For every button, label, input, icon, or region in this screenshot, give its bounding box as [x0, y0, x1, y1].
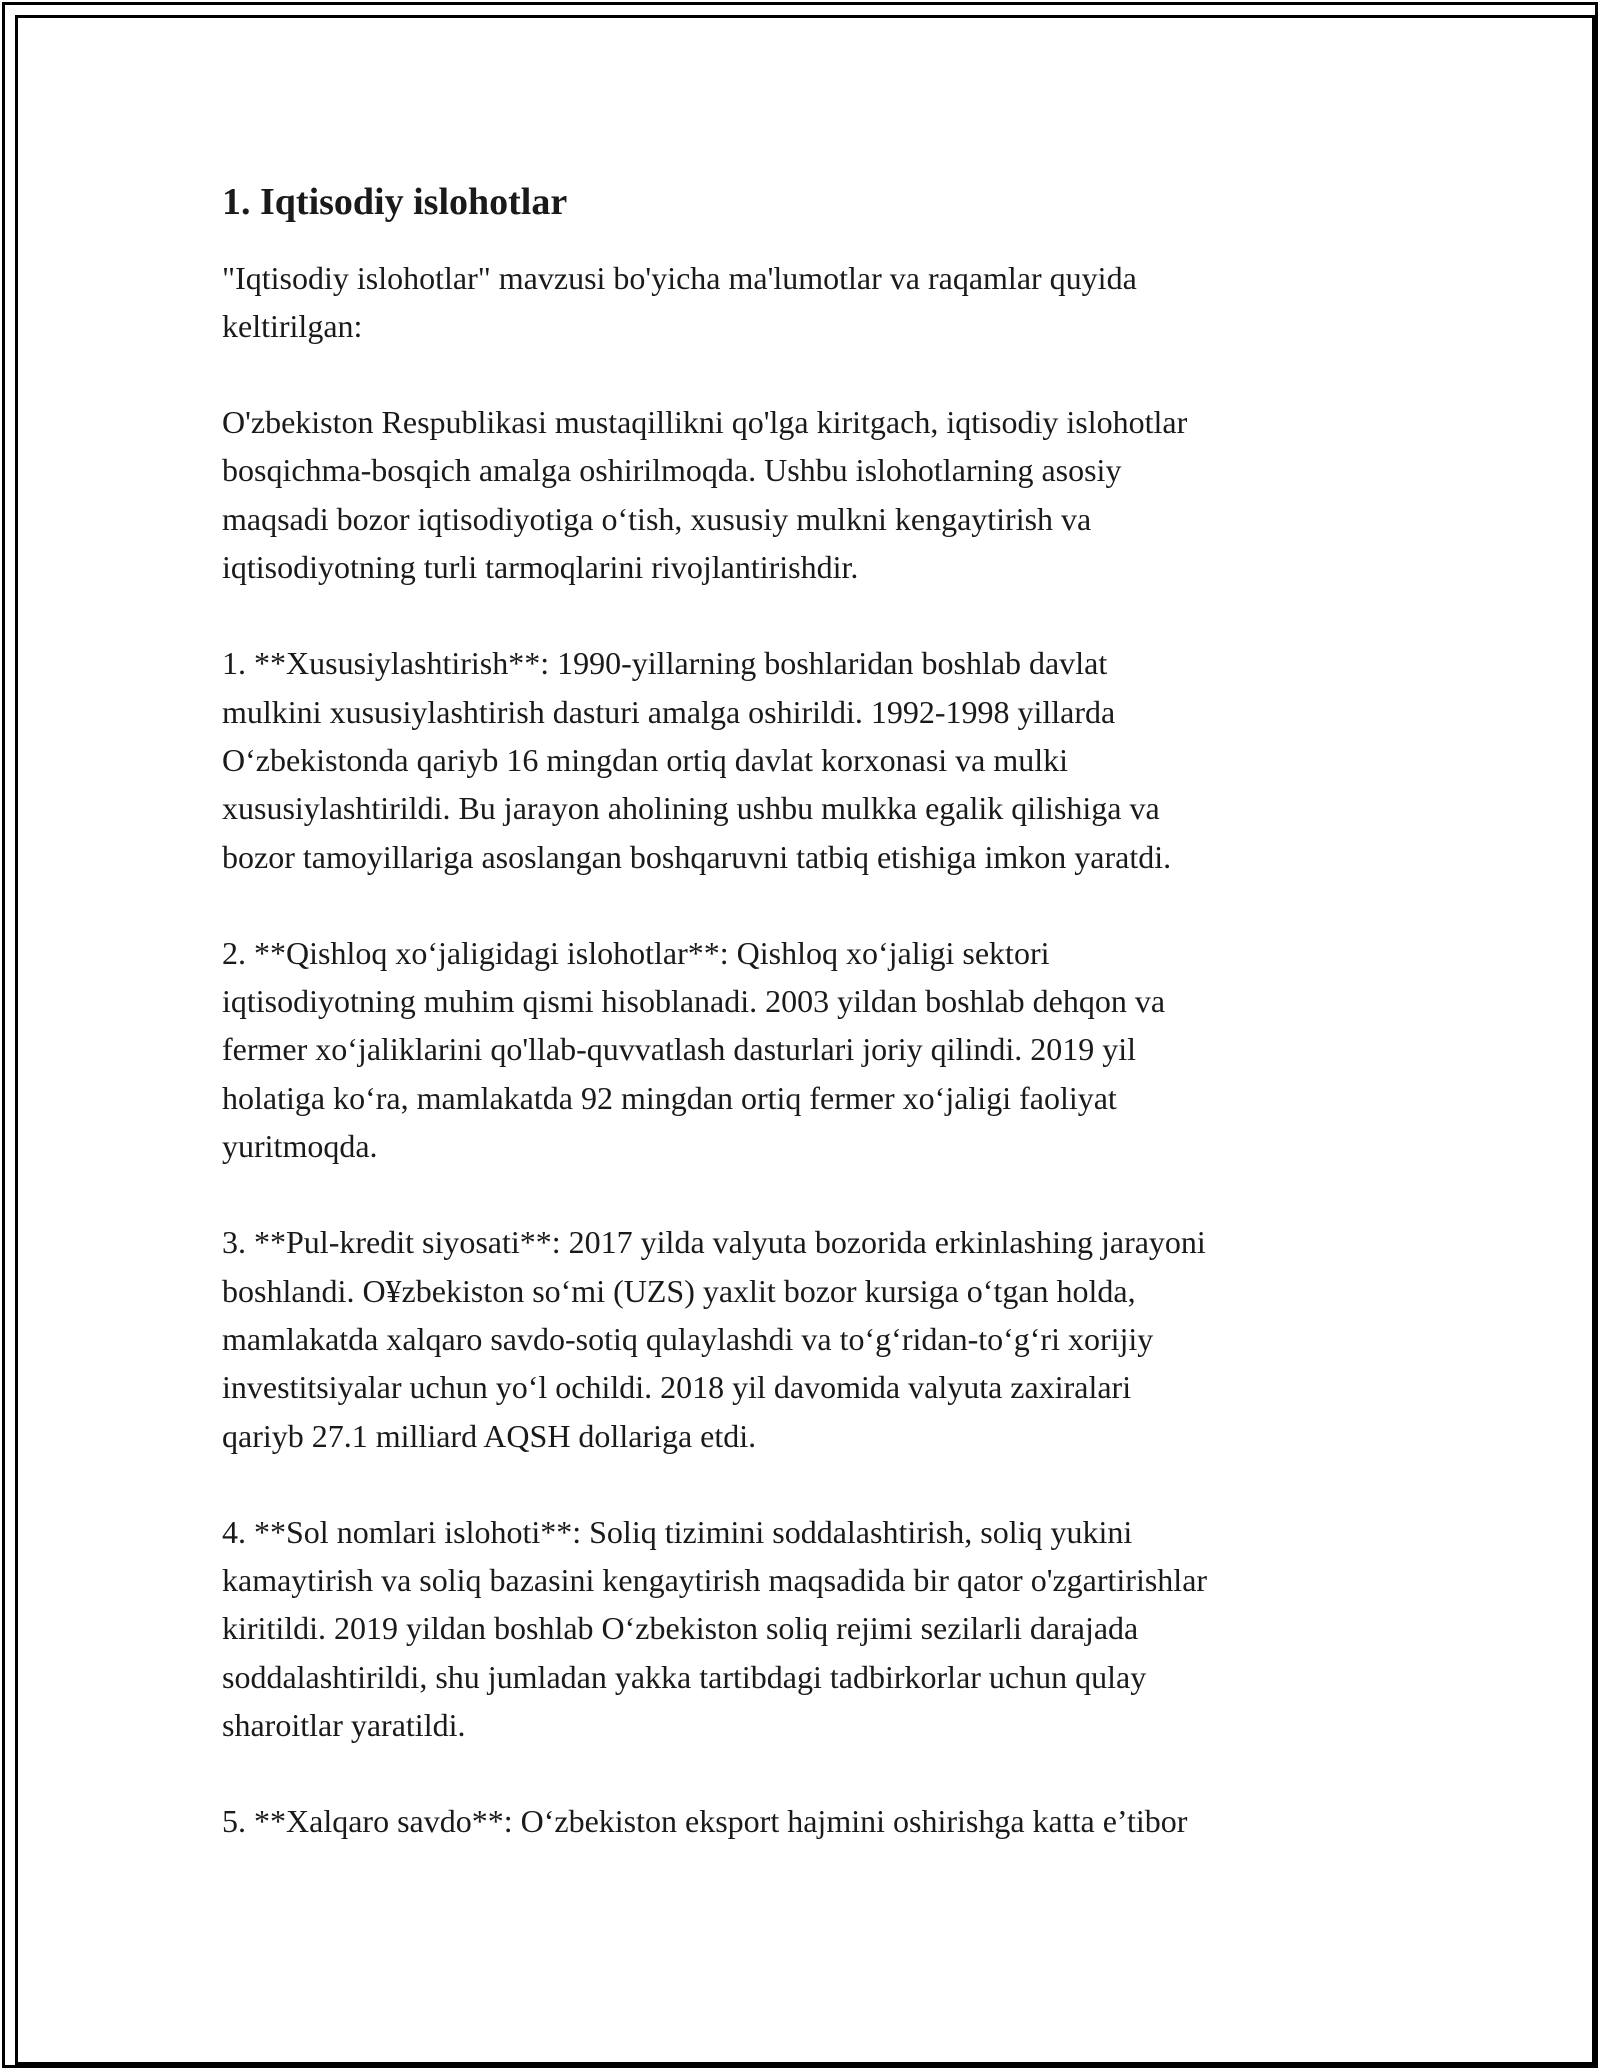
paragraph-line: qariyb 27.1 milliard AQSH dollariga etdi.	[222, 1417, 757, 1454]
paragraph-line: investitsiyalar uchun yo‘l ochildi. 2018 yil davomida valyuta zaxiralari	[222, 1369, 1132, 1406]
paragraph-line: 1. **Xususiylashtirish**: 1990-yillarning boshlaridan boshlab davlat	[222, 645, 1108, 682]
paragraph-line: boshlandi. O¥zbekiston so‘mi (UZS) yaxlit bozor kursiga o‘tgan holda,	[222, 1272, 1136, 1309]
foreign-trade-paragraph	[222, 1797, 1382, 1845]
paragraph-line: keltirilgan:	[222, 307, 363, 344]
paragraph-line: bozor tamoyillariga asoslangan boshqaruvni tatbiq etishiga imkon yaratdi.	[222, 838, 1172, 875]
paragraph-line: iqtisodiyotning turli tarmoqlarini rivojlantirishdir.	[222, 549, 859, 586]
paragraph-line: O'zbekiston Respublikasi mustaqillikni qo'lga kiritgach, iqtisodiy islohotlar	[222, 404, 1188, 441]
paragraph-line: yuritmoqda.	[222, 1128, 378, 1165]
paragraph-line: 5. **Xalqaro savdo**: O‘zbekiston eksport hajmini oshirishga katta e’tibor	[222, 1803, 1188, 1840]
tax-reform-paragraph	[222, 1508, 1382, 1749]
section-heading: 1. Iqtisodiy islohotlar	[222, 181, 568, 223]
paragraph-line: mulkini xususiylashtirish dasturi amalga oshirildi. 1992-1998 yillarda	[222, 693, 1116, 730]
paragraph-line: maqsadi bozor iqtisodiyotiga o‘tish, xususiy mulkni kengaytirish va	[222, 500, 1092, 537]
privatization-paragraph	[222, 639, 1382, 880]
monetary-policy-paragraph	[222, 1218, 1382, 1459]
agriculture-paragraph	[222, 929, 1382, 1170]
paragraph-line: holatiga ko‘ra, mamlakatda 92 mingdan ortiq fermer xo‘jaligi faoliyat	[222, 1079, 1117, 1116]
paragraph-line: bosqichma-bosqich amalga oshirilmoqda. Ushbu islohotlarning asosiy	[222, 452, 1122, 489]
overview-paragraph	[222, 398, 1382, 591]
paragraph-line: 3. **Pul-kredit siyosati**: 2017 yilda valyuta bozorida erkinlashing jarayoni	[222, 1224, 1206, 1261]
paragraph-line: "Iqtisodiy islohotlar" mavzusi bo'yicha ma'lumotlar va raqamlar quyida	[222, 259, 1137, 296]
paragraph-line: sharoitlar yaratildi.	[222, 1707, 466, 1744]
paragraph-line: O‘zbekistonda qariyb 16 mingdan ortiq davlat korxonasi va mulki	[222, 741, 1069, 778]
paragraph-line: 2. **Qishloq xo‘jaligidagi islohotlar**: Qishloq xo‘jaligi sektori	[222, 934, 1050, 971]
paragraph-line: kamaytirish va soliq bazasini kengaytirish maqsadida bir qator o'zgartirishlar	[222, 1562, 1208, 1599]
paragraph-line: xususiylashtirildi. Bu jarayon aholining ushbu mulkka egalik qilishiga va	[222, 790, 1160, 827]
paragraph-line: mamlakatda xalqaro savdo-sotiq qulaylashdi va to‘g‘ridan-to‘g‘ri xorijiy	[222, 1320, 1154, 1357]
intro-paragraph	[222, 254, 1382, 351]
document-body	[222, 180, 1382, 1894]
paragraph-line: kiritildi. 2019 yildan boshlab O‘zbekiston soliq rejimi sezilarli darajada	[222, 1610, 1139, 1647]
paragraph-line: fermer xo‘jaliklarini qo'llab-quvvatlash dasturlari joriy qilindi. 2019 yil	[222, 1031, 1136, 1068]
paragraph-line: soddalashtirildi, shu jumladan yakka tartibdagi tadbirkorlar uchun qulay	[222, 1658, 1147, 1695]
paragraph-line: iqtisodiyotning muhim qismi hisoblanadi. 2003 yildan boshlab dehqon va	[222, 983, 1166, 1020]
paragraph-line: 4. **Sol nomlari islohoti**: Soliq tizimini soddalashtirish, soliq yukini	[222, 1513, 1133, 1550]
